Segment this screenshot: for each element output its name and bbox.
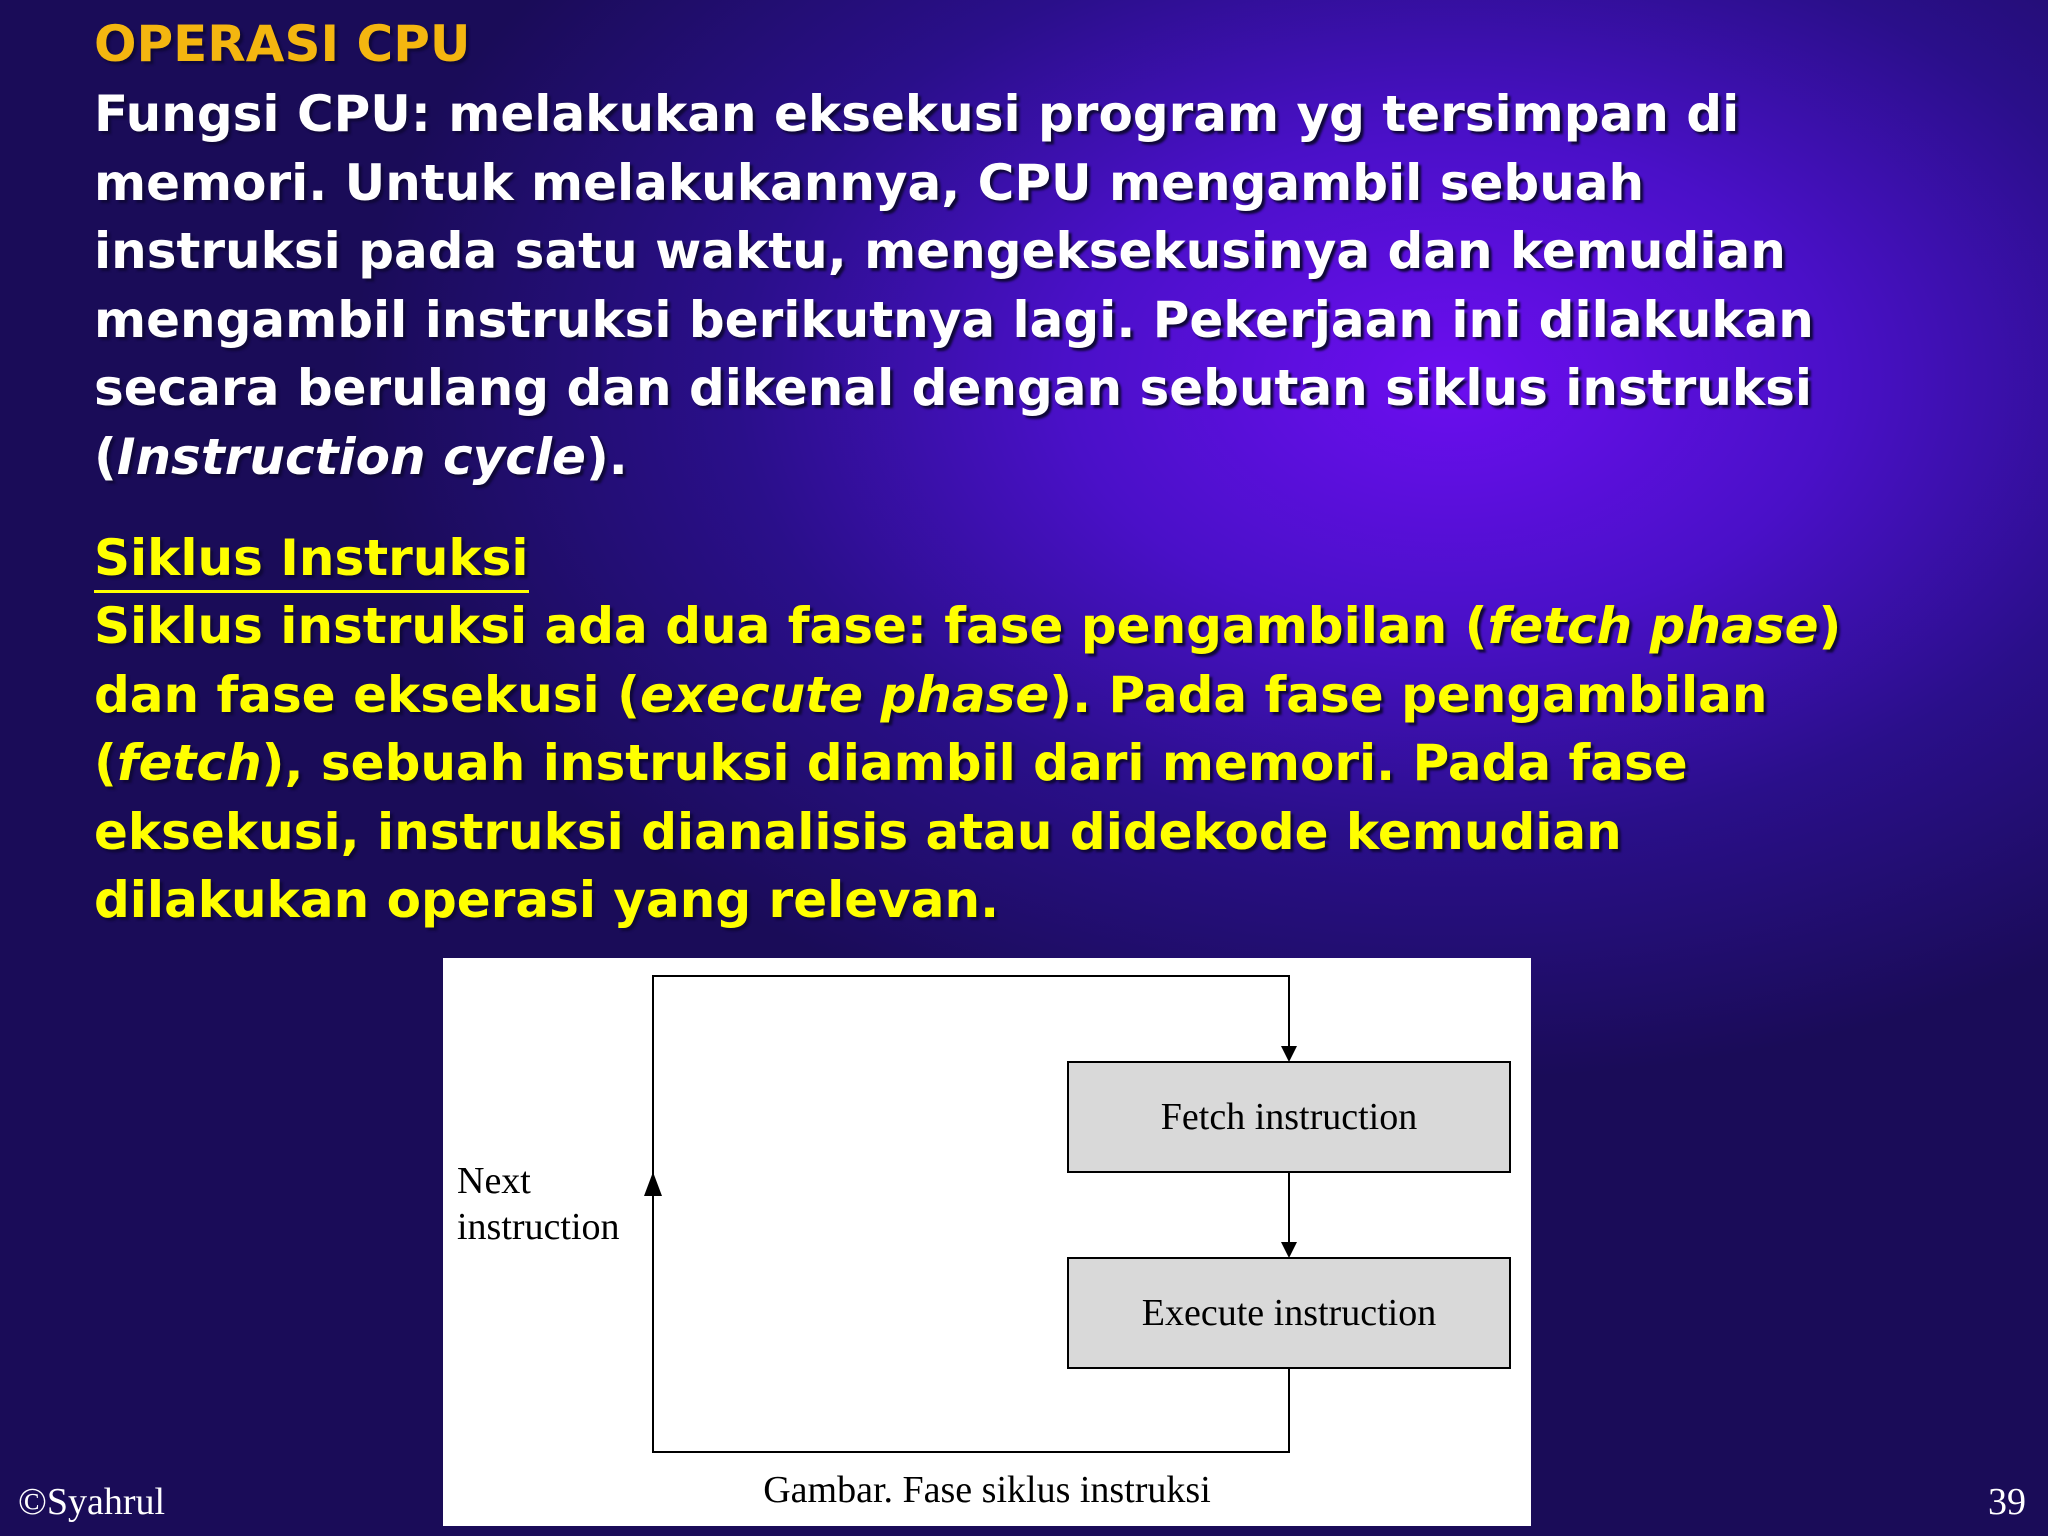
fetch-instruction-box: Fetch instruction xyxy=(1067,1061,1511,1173)
intro-line: instruksi pada satu waktu, mengeksekusinya dan kemudian xyxy=(94,222,1786,280)
italic-term: fetch phase xyxy=(1487,597,1819,655)
cycle-line xyxy=(94,592,2024,661)
cycle-line: dilakukan operasi yang relevan. xyxy=(94,871,1000,929)
instruction-cycle-figure xyxy=(443,958,1531,1526)
text-fragment: Siklus instruksi ada dua fase: fase pengambilan ( xyxy=(94,597,1488,655)
section-subheading: Siklus Instruksi xyxy=(94,526,529,593)
next-instruction-label xyxy=(457,1158,620,1250)
arrowhead-to-execute xyxy=(1281,1242,1297,1258)
italic-term: Instruction cycle xyxy=(116,427,586,486)
text-fragment: dan fase eksekusi ( xyxy=(94,665,640,724)
text-fragment: ). xyxy=(585,427,628,486)
italic-term: fetch xyxy=(116,734,262,792)
next-instruction-line: Next xyxy=(457,1160,531,1202)
intro-line: memori. Untuk melakukannya, CPU mengambil sebuah xyxy=(94,153,1645,212)
cycle-line xyxy=(94,661,2024,730)
next-instruction-line: instruction xyxy=(457,1206,620,1248)
text-fragment: ) xyxy=(1818,597,1842,655)
arrowhead-up xyxy=(644,1172,662,1196)
arrowhead-to-fetch xyxy=(1281,1046,1297,1062)
slide-heading: OPERASI CPU xyxy=(94,15,471,73)
italic-term: execute phase xyxy=(639,665,1050,724)
author-footer: ©Syahrul xyxy=(18,1481,166,1523)
intro-line: secara berulang dan dikenal dengan sebutan siklus instruksi xyxy=(94,359,1813,417)
cycle-line xyxy=(94,729,2024,798)
cycle-paragraph xyxy=(94,592,2024,935)
intro-line: Fungsi CPU: melakukan eksekusi program yg tersimpan di xyxy=(94,85,1740,143)
text-fragment: ( xyxy=(94,734,117,792)
intro-line xyxy=(94,423,2024,492)
text-fragment: ( xyxy=(94,427,117,486)
cycle-line: eksekusi, instruksi dianalisis atau didekode kemudian xyxy=(94,802,1622,861)
execute-instruction-box: Execute instruction xyxy=(1067,1257,1511,1369)
loop-connector xyxy=(653,976,1289,1452)
intro-paragraph xyxy=(94,80,2024,491)
text-fragment: ). Pada fase pengambilan xyxy=(1049,665,1768,724)
intro-line: mengambil instruksi berikutnya lagi. Pekerjaan ini dilakukan xyxy=(94,290,1814,349)
text-fragment: ), sebuah instruksi diambil dari memori. Pada fase xyxy=(261,734,1688,792)
figure-caption: Gambar. Fase siklus instruksi xyxy=(763,1469,1211,1511)
page-number: 39 xyxy=(1988,1481,2026,1523)
